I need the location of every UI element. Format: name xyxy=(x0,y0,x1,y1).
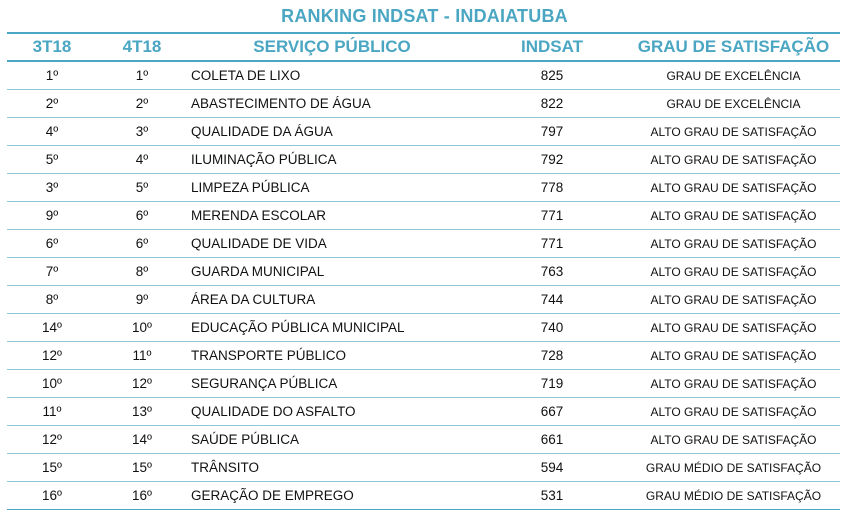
cell-grade: GRAU MÉDIO DE SATISFAÇÃO xyxy=(627,454,840,482)
cell-rank-3t18: 16º xyxy=(7,482,97,510)
cell-indsat: 594 xyxy=(477,454,627,482)
cell-indsat: 667 xyxy=(477,398,627,426)
cell-grade: ALTO GRAU DE SATISFAÇÃO xyxy=(627,314,840,342)
cell-rank-3t18: 5º xyxy=(7,146,97,174)
cell-grade: ALTO GRAU DE SATISFAÇÃO xyxy=(627,342,840,370)
cell-rank-4t18: 1º xyxy=(97,61,187,90)
cell-grade: ALTO GRAU DE SATISFAÇÃO xyxy=(627,174,840,202)
cell-indsat: 728 xyxy=(477,342,627,370)
cell-grade: ALTO GRAU DE SATISFAÇÃO xyxy=(627,426,840,454)
cell-rank-3t18: 6º xyxy=(7,230,97,258)
cell-rank-3t18: 8º xyxy=(7,286,97,314)
table-row xyxy=(7,174,840,202)
cell-rank-4t18: 9º xyxy=(97,286,187,314)
cell-grade: ALTO GRAU DE SATISFAÇÃO xyxy=(627,230,840,258)
cell-indsat: 825 xyxy=(477,61,627,90)
cell-rank-3t18: 12º xyxy=(7,342,97,370)
cell-rank-4t18: 4º xyxy=(97,146,187,174)
table-row xyxy=(7,258,840,286)
ranking-table xyxy=(7,32,840,510)
cell-rank-3t18: 12º xyxy=(7,426,97,454)
cell-service: ILUMINAÇÃO PÚBLICA xyxy=(187,146,477,174)
table-row xyxy=(7,286,840,314)
table-row xyxy=(7,454,840,482)
cell-grade: ALTO GRAU DE SATISFAÇÃO xyxy=(627,286,840,314)
cell-grade: ALTO GRAU DE SATISFAÇÃO xyxy=(627,370,840,398)
header-indsat: INDSAT xyxy=(477,33,627,61)
cell-service: GERAÇÃO DE EMPREGO xyxy=(187,482,477,510)
cell-rank-3t18: 9º xyxy=(7,202,97,230)
cell-rank-4t18: 14º xyxy=(97,426,187,454)
header-row xyxy=(7,33,840,61)
table-row xyxy=(7,202,840,230)
cell-rank-3t18: 1º xyxy=(7,61,97,90)
cell-indsat: 771 xyxy=(477,202,627,230)
cell-rank-4t18: 6º xyxy=(97,202,187,230)
cell-service: COLETA DE LIXO xyxy=(187,61,477,90)
table-row xyxy=(7,314,840,342)
cell-indsat: 763 xyxy=(477,258,627,286)
cell-rank-4t18: 3º xyxy=(97,118,187,146)
cell-rank-3t18: 14º xyxy=(7,314,97,342)
table-header xyxy=(7,33,840,61)
cell-service: SAÚDE PÚBLICA xyxy=(187,426,477,454)
cell-grade: ALTO GRAU DE SATISFAÇÃO xyxy=(627,146,840,174)
table-row xyxy=(7,426,840,454)
cell-indsat: 740 xyxy=(477,314,627,342)
cell-rank-3t18: 15º xyxy=(7,454,97,482)
cell-service: QUALIDADE DA ÁGUA xyxy=(187,118,477,146)
cell-service: TRÂNSITO xyxy=(187,454,477,482)
cell-indsat: 531 xyxy=(477,482,627,510)
cell-rank-4t18: 5º xyxy=(97,174,187,202)
cell-grade: GRAU DE EXCELÊNCIA xyxy=(627,61,840,90)
table-row xyxy=(7,118,840,146)
cell-rank-4t18: 16º xyxy=(97,482,187,510)
cell-rank-4t18: 12º xyxy=(97,370,187,398)
cell-indsat: 719 xyxy=(477,370,627,398)
table-row xyxy=(7,482,840,510)
cell-rank-4t18: 10º xyxy=(97,314,187,342)
page-title: RANKING INDSAT - INDAIATUBA xyxy=(281,6,568,26)
cell-grade: GRAU DE EXCELÊNCIA xyxy=(627,90,840,118)
cell-rank-3t18: 10º xyxy=(7,370,97,398)
table-body xyxy=(7,61,840,510)
cell-indsat: 744 xyxy=(477,286,627,314)
table-row xyxy=(7,342,840,370)
cell-service: ÁREA DA CULTURA xyxy=(187,286,477,314)
cell-rank-4t18: 2º xyxy=(97,90,187,118)
cell-grade: ALTO GRAU DE SATISFAÇÃO xyxy=(627,118,840,146)
table-row xyxy=(7,230,840,258)
header-servico-publico: SERVIÇO PÚBLICO xyxy=(187,33,477,61)
table-row xyxy=(7,90,840,118)
cell-rank-3t18: 2º xyxy=(7,90,97,118)
cell-service: LIMPEZA PÚBLICA xyxy=(187,174,477,202)
cell-rank-3t18: 7º xyxy=(7,258,97,286)
cell-service: EDUCAÇÃO PÚBLICA MUNICIPAL xyxy=(187,314,477,342)
cell-grade: ALTO GRAU DE SATISFAÇÃO xyxy=(627,202,840,230)
table-row xyxy=(7,146,840,174)
cell-service: SEGURANÇA PÚBLICA xyxy=(187,370,477,398)
header-3t18: 3T18 xyxy=(7,33,97,61)
cell-indsat: 778 xyxy=(477,174,627,202)
cell-service: TRANSPORTE PÚBLICO xyxy=(187,342,477,370)
cell-rank-4t18: 8º xyxy=(97,258,187,286)
table-row xyxy=(7,398,840,426)
cell-service: MERENDA ESCOLAR xyxy=(187,202,477,230)
cell-rank-4t18: 11º xyxy=(97,342,187,370)
cell-service: QUALIDADE DO ASFALTO xyxy=(187,398,477,426)
table-row xyxy=(7,370,840,398)
cell-indsat: 822 xyxy=(477,90,627,118)
cell-indsat: 771 xyxy=(477,230,627,258)
cell-indsat: 797 xyxy=(477,118,627,146)
cell-rank-4t18: 6º xyxy=(97,230,187,258)
cell-service: GUARDA MUNICIPAL xyxy=(187,258,477,286)
cell-indsat: 661 xyxy=(477,426,627,454)
cell-rank-4t18: 15º xyxy=(97,454,187,482)
cell-rank-3t18: 11º xyxy=(7,398,97,426)
header-grau-de-satisfacao: GRAU DE SATISFAÇÃO xyxy=(627,33,840,61)
cell-service: ABASTECIMENTO DE ÁGUA xyxy=(187,90,477,118)
table-row xyxy=(7,61,840,90)
header-4t18: 4T18 xyxy=(97,33,187,61)
cell-service: QUALIDADE DE VIDA xyxy=(187,230,477,258)
cell-grade: ALTO GRAU DE SATISFAÇÃO xyxy=(627,258,840,286)
cell-rank-3t18: 3º xyxy=(7,174,97,202)
cell-grade: ALTO GRAU DE SATISFAÇÃO xyxy=(627,398,840,426)
cell-rank-4t18: 13º xyxy=(97,398,187,426)
cell-grade: GRAU MÉDIO DE SATISFAÇÃO xyxy=(627,482,840,510)
cell-rank-3t18: 4º xyxy=(7,118,97,146)
cell-indsat: 792 xyxy=(477,146,627,174)
